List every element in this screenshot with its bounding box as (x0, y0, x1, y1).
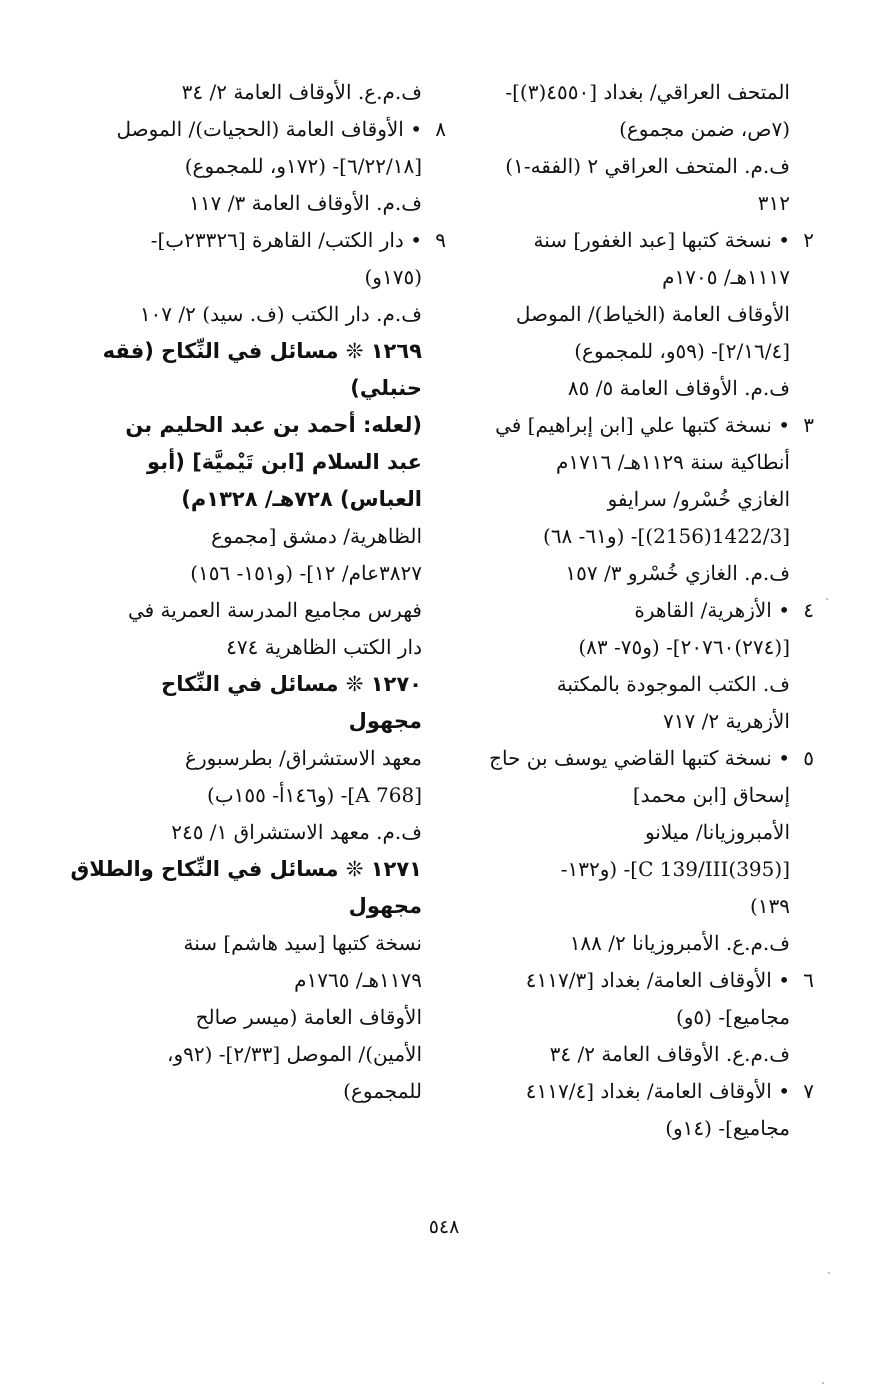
right-line-text: • نسخة كتبها [عبد الغفور] سنة (533, 228, 790, 252)
right-line (456, 999, 790, 1036)
right-line-text: ف.م.ع. الأمبروزيانا ٢/ ١٨٨ (569, 931, 790, 955)
right-line (456, 222, 814, 259)
right-line (456, 259, 790, 296)
left-line (70, 703, 422, 740)
right-line-text: (٧ص، ضمن مجموع) (619, 117, 790, 141)
left-line (70, 592, 422, 629)
left-line (70, 555, 422, 592)
right-line-text: • نسخة كتبها القاضي يوسف بن حاج (489, 746, 790, 770)
scan-speck (826, 598, 828, 600)
right-line-text: • الأوقاف العامة/ بغداد [٤١١٧/٤ (525, 1079, 790, 1103)
right-line (456, 370, 790, 407)
right-line-text: الأزهرية ٢/ ٧١٧ (663, 709, 790, 733)
right-line-text: • الأوقاف العامة/ بغداد [٤١١٧/٣ (525, 968, 790, 992)
scan-speck (822, 1382, 824, 1384)
right-line (456, 333, 790, 370)
right-line (456, 740, 814, 777)
right-line-text: المتحف العراقي/ بغداد [٤٥٥٠(٣)]- (505, 80, 790, 104)
scan-speck (828, 1272, 830, 1274)
entry-number: ٧ (803, 1079, 814, 1103)
left-line-text: دار الكتب الظاهرية ٤٧٤ (226, 635, 422, 659)
right-line-text: الأوقاف العامة (الخياط)/ الموصل (515, 302, 790, 326)
entry-number: ٩ (435, 228, 446, 252)
left-line-text: نسخة كتبها [سيد هاشم] سنة (183, 931, 422, 955)
left-line (70, 1073, 422, 1110)
left-line (70, 111, 446, 148)
right-line-text: مجاميع]- (٥و) (675, 1005, 790, 1029)
right-line-text: ٣١٢ (757, 191, 790, 215)
left-column (70, 74, 446, 1110)
left-line-text: • الأوقاف العامة (الحجيات)/ الموصل (116, 117, 422, 141)
left-line-text: العباس) ٧٢٨هـ/ ١٣٢٨م) (181, 487, 422, 511)
left-line-text: [A 768]- (و١٤٦أ- ١٥٥ب) (207, 783, 422, 807)
left-line (70, 74, 422, 111)
entry-number: ٣ (803, 413, 814, 437)
right-line-text: • نسخة كتبها علي [ابن إبراهيم] في (495, 413, 790, 437)
right-line-text: [C 139/III(395)]- (و١٣٢- (560, 857, 790, 881)
right-line (456, 703, 790, 740)
left-line-text: ٣٨٢٧عام/ ١٢]- (و١٥١- ١٥٦) (190, 561, 422, 585)
left-line-text: ف.م. الأوقاف العامة ٣/ ١١٧ (189, 191, 422, 215)
left-line-text: (١٧٥و) (364, 265, 422, 289)
right-line-text: ١٣٩) (749, 894, 790, 918)
entry-number: ٦ (803, 968, 814, 992)
left-line (70, 999, 422, 1036)
right-line-text: الغازي خُسْرو/ سرايفو (607, 487, 790, 511)
left-line-text: ١٢٧٠ ❊ مسائل في النِّكاح (161, 672, 422, 696)
right-line (456, 851, 790, 888)
left-line (70, 814, 422, 851)
right-line (456, 74, 790, 111)
right-line-text: • الأزهرية/ القاهرة (634, 598, 790, 622)
right-line-text: ف.م. المتحف العراقي ٢ (الفقه-١) (505, 154, 790, 178)
left-line-text: الظاهرية/ دمشق [مجموع (211, 524, 422, 548)
right-line-text: ف.م. الغازي خُسْرو ٣/ ١٥٧ (565, 561, 790, 585)
left-line (70, 518, 422, 555)
left-line (70, 962, 422, 999)
left-line-text: ١٢٦٩ ❊ مسائل في النِّكاح (فقه (102, 339, 422, 363)
left-line (70, 148, 422, 185)
left-line (70, 851, 422, 888)
right-line (456, 296, 790, 333)
left-line-text: ف.م. معهد الاستشراق ١/ ٢٤٥ (171, 820, 422, 844)
left-line (70, 222, 446, 259)
right-line (456, 555, 790, 592)
left-line (70, 259, 422, 296)
right-line-text: إسحاق [ابن محمد] (632, 783, 790, 807)
left-line (70, 407, 422, 444)
page-number: ٥٤٨ (428, 1216, 460, 1238)
left-line (70, 185, 422, 222)
entry-number: ٤ (803, 598, 814, 622)
right-line (456, 592, 814, 629)
right-line (456, 444, 790, 481)
left-line-text: للمجموع) (343, 1079, 422, 1103)
right-line (456, 629, 790, 666)
left-line-text: عبد السلام [ابن تَيْميَّة] (أبو (147, 450, 422, 474)
right-line-text: [٢/١٦/٤]- (٥٩و، للمجموع) (574, 339, 790, 363)
left-line (70, 333, 422, 370)
right-line (456, 407, 814, 444)
left-line-text: معهد الاستشراق/ بطرسبورغ (185, 746, 422, 770)
right-line (456, 1036, 790, 1073)
right-line (456, 814, 790, 851)
right-line-text: ف.م.ع. الأوقاف العامة ٢/ ٣٤ (549, 1042, 790, 1066)
left-line (70, 481, 422, 518)
left-line (70, 1036, 422, 1073)
right-line (456, 666, 790, 703)
left-line (70, 925, 422, 962)
right-line (456, 1110, 790, 1147)
left-line (70, 370, 422, 407)
right-line (456, 518, 790, 555)
right-line-text: مجاميع]- (١٤و) (665, 1116, 790, 1140)
left-line (70, 629, 422, 666)
entry-number: ٥ (803, 746, 814, 770)
right-line (456, 888, 790, 925)
left-line-text: [٦/٢٢/١٨]- (١٧٢و، للمجموع) (184, 154, 422, 178)
entry-number: ٢ (803, 228, 814, 252)
left-line-text: الأوقاف العامة (ميسر صالح (195, 1005, 422, 1029)
right-line (456, 111, 790, 148)
left-line-text: ف.م. دار الكتب (ف. سيد) ٢/ ١٠٧ (139, 302, 422, 326)
left-line-text: فهرس مجاميع المدرسة العمرية في (127, 598, 422, 622)
left-line-text: ف.م.ع. الأوقاف العامة ٢/ ٣٤ (181, 80, 422, 104)
left-line-text: • دار الكتب/ القاهرة [٢٣٣٢٦ب]- (150, 228, 422, 252)
right-line-text: الأمبروزيانا/ ميلانو (644, 820, 790, 844)
right-line-text: [(٢٧٤)٢٠٧٦٠]- (و٧٥- ٨٣) (578, 635, 790, 659)
right-line (456, 777, 790, 814)
entry-number: ٨ (435, 117, 446, 141)
right-line-text: ف.م. الأوقاف العامة ٥/ ٨٥ (567, 376, 790, 400)
left-line-text: (لعله: أحمد بن عبد الحليم بن (125, 413, 422, 437)
right-line (456, 962, 814, 999)
right-line-text: ١١١٧هـ/ ١٧٠٥م (662, 265, 790, 289)
left-line-text: الأمين)/ الموصل [٢/٣٣]- (٩٢و، (167, 1042, 422, 1066)
left-line-text: ١١٧٩هـ/ ١٧٦٥م (294, 968, 422, 992)
right-line (456, 481, 790, 518)
right-line-text: أنطاكية سنة ١١٢٩هـ/ ١٧١٦م (556, 450, 790, 474)
left-line-text: حنبلي) (350, 376, 422, 400)
left-line (70, 888, 422, 925)
right-line (456, 148, 790, 185)
right-line (456, 1073, 814, 1110)
left-line-text: ١٢٧١ ❊ مسائل في النِّكاح والطلاق (70, 857, 422, 881)
left-line-text: مجهول (348, 894, 422, 918)
right-line (456, 185, 790, 222)
left-line-text: مجهول (348, 709, 422, 733)
right-line-text: ف. الكتب الموجودة بالمكتبة (556, 672, 790, 696)
right-column (456, 74, 814, 1147)
left-line (70, 777, 422, 814)
left-line (70, 740, 422, 777)
left-line (70, 296, 422, 333)
left-line (70, 444, 422, 481)
right-line-text: [1422/3(2156)]- (و٦١- ٦٨) (543, 524, 790, 548)
left-line (70, 666, 422, 703)
right-line (456, 925, 790, 962)
